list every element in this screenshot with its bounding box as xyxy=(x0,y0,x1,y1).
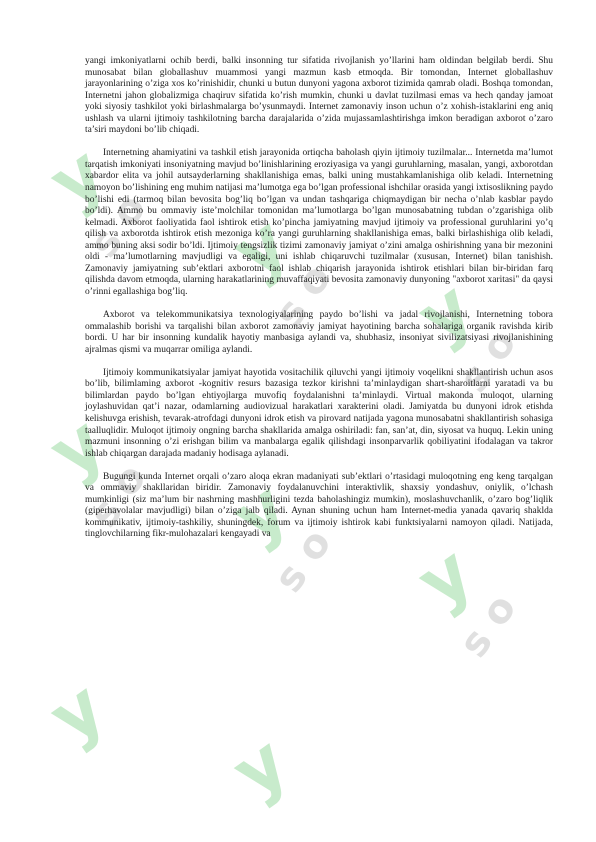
paragraph-5: Bugungi kunda Internet orqali o’zaro aloqa ekran madaniyati sub’ektlari o’rtasidagi muloqotning eng keng tarqalgan va ommaviy shakllaridan biridir. Zamonaviy foydalanuvchini interaktivlik, shaxsiy yondashuv, oniylik, o’lchash mumkinligi (siz ma’lum bir nashrning mashhurligini tezda baholashingiz mumkin), moslashuvchanlik, o’zaro bog’liqlik (giperhavolalar mavjudligi) bilan o’ziga jalb qiladi. Aynan shuning uchun ham Internet-media yanada qavariq shaklda kommunikativ, ijtimoiy-tashkiliy, shuningdek, forum va ijtimoiy ishtirok kabi funktsiyalarni namoyon qiladi. Natijada, tinglovchilarning fikr-mulohazalari kengayadi va xyxy=(85,471,553,540)
watermark-trail: s o xyxy=(450,320,526,401)
watermark-trail: s o xyxy=(265,255,341,336)
watermark-mark: y xyxy=(217,200,303,294)
paragraph-3: Axborot va telekommunikatsiya texnologiyalarining paydo bo’lishi va jadal rivojlanishi, Internetning tobora ommalashib borishi va tarqalishi bilan axborot zamonaviy jamiyat hayotining barcha sohalariga organik ravishda kirib bordi. U har bir insonning kundalik hayotiy manbasiga aylandi va, shubhasiz, insoniyat sivilizatsiyasi rivojlanishining ajralmas qismi va muqarrar omiliga aylandi. xyxy=(85,310,553,355)
document-body xyxy=(85,56,553,541)
watermark-mark: y xyxy=(402,265,488,359)
watermark-trail: s o xyxy=(80,185,156,266)
watermark-mark: y xyxy=(34,665,120,759)
watermark-mark: y xyxy=(402,530,488,624)
watermark-mark: y xyxy=(217,465,303,559)
paragraph-1: yangi imkoniyatlarni ochib berdi, balki insonning tur sifatida rivojlanish yo’llarini ham oldindan belgilab berdi. Shu munosabat bilan globallashuv muammosi yangi mazmun kasb etmoqda. Bir tomondan, Internet globallashuv jarayonlarining o’ziga xos ko’rinishidir, chunki u butun dunyoni yagona axborot tizimida qamrab oladi. Boshqa tomondan, Internetni jahon globalizmiga chaqiruv sifatida ko’rish mumkin, chunki u davlat tuzilmasi emas va hech qanday jamoat yoki siyosiy tashkilot yoki birlashmalarga bo’ysunmaydi. Internet zamonaviy inson uchun o’z xohish-istaklarini eng aniq ushlash va ularni ijtimoiy tashkilotning barcha darajalarida o’zida mujassamlashtirishga imkon beradigan axborot o’zaro ta’siri maydoni bo’lib chiqadi. xyxy=(85,56,553,136)
watermark-mark: y xyxy=(34,400,120,494)
paragraph-2: Internetning ahamiyatini va tashkil etish jarayonida ortiqcha baholash qiyin ijtimoiy tuzilmalar... Internetda ma’lumot tarqatish imkoniyati insoniyatning mavjud bo’linishlarining eroziyasiga va yangi guruhlarning, masalan, yangi, axborotdan xabardor elita va johil autsayderlarning shakllanishiga emas, balki uning mustahkamlanishiga olib keladi. Internetning namoyon bo’lishining eng muhim natijasi ma’lumotga ega bo’lgan professional ishchilar orasida yangi ixtisoslikning paydo bo’lishi edi (tarmoq bilan bevosita bog’liq bo’lgan va undan tashqariga chiqmaydigan bir necha o’nlab kasblar paydo bo’ldi). Ammo bu ommaviy iste’molchilar tomonidan ma’lumotlarga bo’lgan munosabatning tubdan o’zgarishiga olib kelmadi. Axborot faoliyatida faol ishtirok etish ko’pincha jamiyatning mavjud ijtimoiy va professional guruhlarini yo’q qilish va axborotda ishtirok etish mezoniga ko’ra yangi guruhlarning shakllanishiga emas, balki birlashishiga olib keladi, ammo buning aksi sodir bo’ldi. Ijtimoiy tengsizlik tizimi zamonaviy jamiyat o’zini amalga oshirishning yana bir mezonini oldi - ma’lumotlarning mavjudligi va egaligi, uni ishlab chiqaruvchi tuzilmalar (xususan, Internet) bilan tanishish. Zamonaviy jamiyatning sub’ektlari axborotni faol ishlab chiqarish jarayonida ishtirok etishlari bilan bir-biridan farq qilishda davom etmoqda, ularning harakatlarining muvaffaqiyati bevosita zamonaviy dunyoning "axborot xaritasi" da qaysi o’rinni egallashiga bog’liq. xyxy=(85,148,553,297)
paragraph-4: Ijtimoiy kommunikatsiyalar jamiyat hayotida vositachilik qiluvchi yangi ijtimoiy voqelikni shakllantirish uchun asos bo’lib, bilimlaming axborot -kognitiv resurs bazasiga tezkor kirishni ta’minlaydigan shart-sharoitlarni yaratadi va bu bilimlardan paydo bo’lgan ehtiyojlarga muvofiq foydalanishni ta’minlaydi. Virtual makonda muloqot, ularning joylashuvidan qat’i nazar, odamlarning audiovizual harakatlari xarakterini oladi. Jamiyatda bu dunyoni idrok etishda kelishuvga erishish, tevarak-atrofdagi dunyoni idrok etish va pirovard natijada yagona munosabatni shakllantirish sohasiga taalluqlidir. Muloqot ijtimoiy ongning barcha shakllarida amalga oshiriladi: fan, san’at, din, siyosat va huquq. Lekin uning mazmuni insonning o’zi erishgan bilim va manbalarga egalik qilishdagi insonparvarlik qobiliyatini ifodalagan va takror ishlab chiqargan darajada madaniy hodisaga aylanadi. xyxy=(85,367,553,459)
watermark-trail: s o xyxy=(80,455,156,536)
watermark-mark: y xyxy=(217,720,303,814)
watermark-trail: s o xyxy=(265,520,341,601)
watermark-trail: s o xyxy=(450,585,526,666)
watermark-mark: y xyxy=(34,130,120,224)
